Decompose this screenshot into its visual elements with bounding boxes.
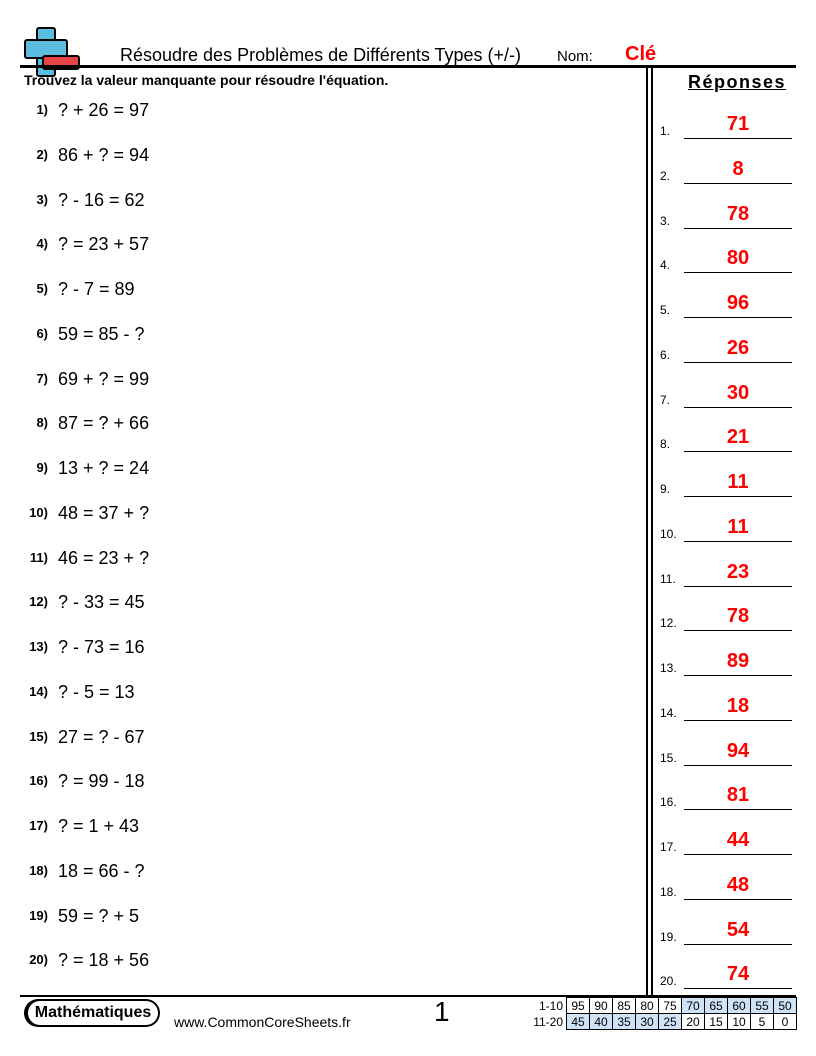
- answer-number: 4.: [660, 258, 671, 273]
- answer-number: 15.: [660, 750, 677, 765]
- answer-value: 30: [726, 381, 750, 404]
- answer-line: [684, 675, 792, 676]
- problem-number: 16): [29, 773, 48, 789]
- score-cell: 55: [751, 998, 774, 1014]
- problem-number: 18): [29, 862, 48, 878]
- score-cell: 60: [728, 998, 751, 1014]
- problem-number: 15): [29, 728, 48, 744]
- score-row: [527, 998, 797, 1014]
- answer-value: 48: [726, 873, 750, 896]
- score-cell: 80: [636, 998, 659, 1014]
- problem-equation: 59 = 85 - ?: [58, 323, 145, 344]
- problem-number: 1): [36, 102, 48, 117]
- problem-equation: ? - 7 = 89: [58, 279, 135, 299]
- answer-value: 18: [726, 694, 750, 717]
- answer-value: 11: [727, 471, 749, 493]
- problem-number: 14): [29, 683, 48, 699]
- answer-number: 19.: [660, 929, 677, 944]
- problem-equation: 27 = ? - 67: [58, 726, 145, 747]
- score-cell: 50: [774, 998, 797, 1014]
- answer-value: 21: [726, 426, 750, 449]
- answer-line: [684, 630, 792, 631]
- answer-number: 6.: [660, 347, 671, 362]
- score-cell: 20: [682, 1014, 705, 1030]
- answer-line: [684, 541, 792, 542]
- answer-line: [684, 496, 792, 497]
- answer-line: [684, 586, 792, 587]
- problem-equation: 13 + ? = 24: [58, 458, 150, 478]
- answer-line: [684, 407, 792, 408]
- answer-line: [684, 138, 792, 139]
- header-divider: [20, 65, 796, 68]
- worksheet-title: Résoudre des Problèmes de Différents Types (+/-): [120, 45, 522, 65]
- answer-value: 81: [726, 784, 750, 807]
- answer-line: [684, 362, 792, 363]
- answer-line: [684, 183, 792, 184]
- answer-number: 11.: [660, 571, 676, 586]
- score-cell: 15: [705, 1014, 728, 1030]
- problem-number: 10): [29, 504, 48, 520]
- problem-number: 12): [29, 594, 48, 610]
- answers-heading: Réponses: [688, 72, 787, 92]
- answer-number: 13.: [660, 661, 677, 675]
- problem-equation: ? + 26 = 97: [58, 100, 150, 120]
- column-divider: [646, 68, 648, 996]
- answer-line: [684, 854, 792, 855]
- answer-value: 23: [726, 560, 750, 583]
- page-number: 1: [434, 996, 450, 1027]
- site-url: www.CommonCoreSheets.fr: [174, 1014, 351, 1030]
- score-cell: 90: [590, 998, 613, 1014]
- column-divider: [651, 68, 653, 996]
- problem-equation: 86 + ? = 94: [58, 144, 150, 165]
- score-cell: 25: [659, 1014, 682, 1030]
- problem-equation: ? = 1 + 43: [58, 816, 140, 836]
- problem-equation: 87 = ? + 66: [58, 413, 150, 434]
- score-cell: 30: [636, 1014, 659, 1030]
- answer-line: [684, 272, 792, 273]
- answer-value: 26: [726, 336, 750, 359]
- answer-number: 1.: [660, 124, 671, 138]
- answer-number: 17.: [660, 840, 677, 854]
- problem-equation: ? = 99 - 18: [58, 771, 145, 792]
- answer-line: [684, 451, 792, 452]
- answer-line: [684, 765, 792, 766]
- answer-number: 3.: [660, 213, 671, 228]
- answer-line: [684, 317, 792, 318]
- answer-value: 80: [726, 247, 750, 270]
- answer-number: 5.: [660, 303, 671, 317]
- score-cell: 45: [567, 1014, 590, 1030]
- problem-number: 6): [36, 325, 48, 341]
- problem-equation: 48 = 37 + ?: [58, 502, 150, 523]
- answer-value: 74: [726, 963, 750, 986]
- answer-line: [684, 944, 792, 945]
- answer-value: 11: [727, 515, 749, 538]
- brand-badge: Mathématiques: [28, 1001, 158, 1025]
- problem-equation: ? - 33 = 45: [58, 592, 145, 613]
- score-cell: 0: [774, 1014, 797, 1030]
- score-cell: 70: [682, 998, 705, 1014]
- score-cell: 85: [613, 998, 636, 1014]
- score-cell: 10: [728, 1014, 751, 1030]
- problem-number: 7): [36, 370, 48, 386]
- answer-number: 20.: [660, 974, 677, 989]
- problem-number: 19): [29, 907, 48, 923]
- answer-value: 54: [726, 918, 750, 941]
- answer-line: [684, 899, 792, 900]
- score-cell: 40: [590, 1014, 613, 1030]
- problem-equation: 46 = 23 + ?: [58, 547, 150, 568]
- answer-value: 44: [726, 829, 750, 851]
- answer-number: 7.: [660, 392, 671, 407]
- score-row-label: 11-20: [533, 1014, 563, 1029]
- problem-number: 20): [29, 952, 48, 968]
- problem-equation: 18 = 66 - ?: [58, 860, 145, 881]
- answer-value: 78: [726, 202, 750, 225]
- problem-equation: ? - 5 = 13: [58, 681, 135, 702]
- answer-number: 14.: [660, 705, 677, 720]
- problem-equation: ? - 73 = 16: [58, 637, 145, 657]
- problem-equation: 59 = ? + 5: [58, 905, 140, 926]
- problem-number: 5): [36, 281, 48, 296]
- answer-line: [684, 809, 792, 810]
- problem-number: 8): [36, 415, 48, 431]
- score-cell: 35: [613, 1014, 636, 1030]
- answer-value: 94: [726, 739, 750, 762]
- answer-line: [684, 720, 792, 721]
- score-table: [527, 997, 797, 1030]
- problem-equation: 69 + ? = 99: [58, 368, 150, 389]
- score-cell: 95: [567, 998, 590, 1014]
- problem-number: 13): [29, 639, 48, 654]
- score-cell: 75: [659, 998, 682, 1014]
- score-row: [527, 1014, 797, 1030]
- problem-equation: ? = 23 + 57: [58, 234, 150, 255]
- problem-equation: ? = 18 + 56: [58, 950, 150, 971]
- name-value: Clé: [625, 43, 657, 65]
- name-label: Nom:: [557, 48, 593, 65]
- answer-number: 8.: [660, 437, 671, 452]
- problem-number: 4): [36, 236, 48, 252]
- score-cell: 5: [751, 1014, 774, 1030]
- answer-value: 78: [726, 605, 750, 628]
- instructions: Trouvez la valeur manquante pour résoudre l'équation.: [24, 72, 389, 88]
- answer-number: 16.: [660, 795, 677, 810]
- score-cell: 65: [705, 998, 728, 1014]
- answer-value: 89: [726, 650, 750, 672]
- answer-value: 71: [726, 113, 750, 135]
- problem-number: 17): [29, 818, 48, 833]
- answer-number: 10.: [660, 526, 677, 541]
- answer-line: [684, 228, 792, 229]
- problem-number: 11): [29, 549, 48, 565]
- answer-number: 12.: [660, 616, 677, 631]
- answer-number: 2.: [660, 168, 671, 183]
- problem-number: 2): [36, 146, 48, 162]
- problem-number: 3): [36, 191, 48, 207]
- answer-value: 8: [732, 157, 744, 180]
- score-row-label: 1-10: [538, 998, 563, 1013]
- problem-number: 9): [36, 460, 48, 475]
- answer-number: 9.: [660, 482, 671, 496]
- answer-number: 18.: [660, 884, 677, 899]
- answer-line: [684, 988, 792, 989]
- problem-equation: ? - 16 = 62: [58, 189, 145, 210]
- answer-value: 96: [726, 292, 750, 314]
